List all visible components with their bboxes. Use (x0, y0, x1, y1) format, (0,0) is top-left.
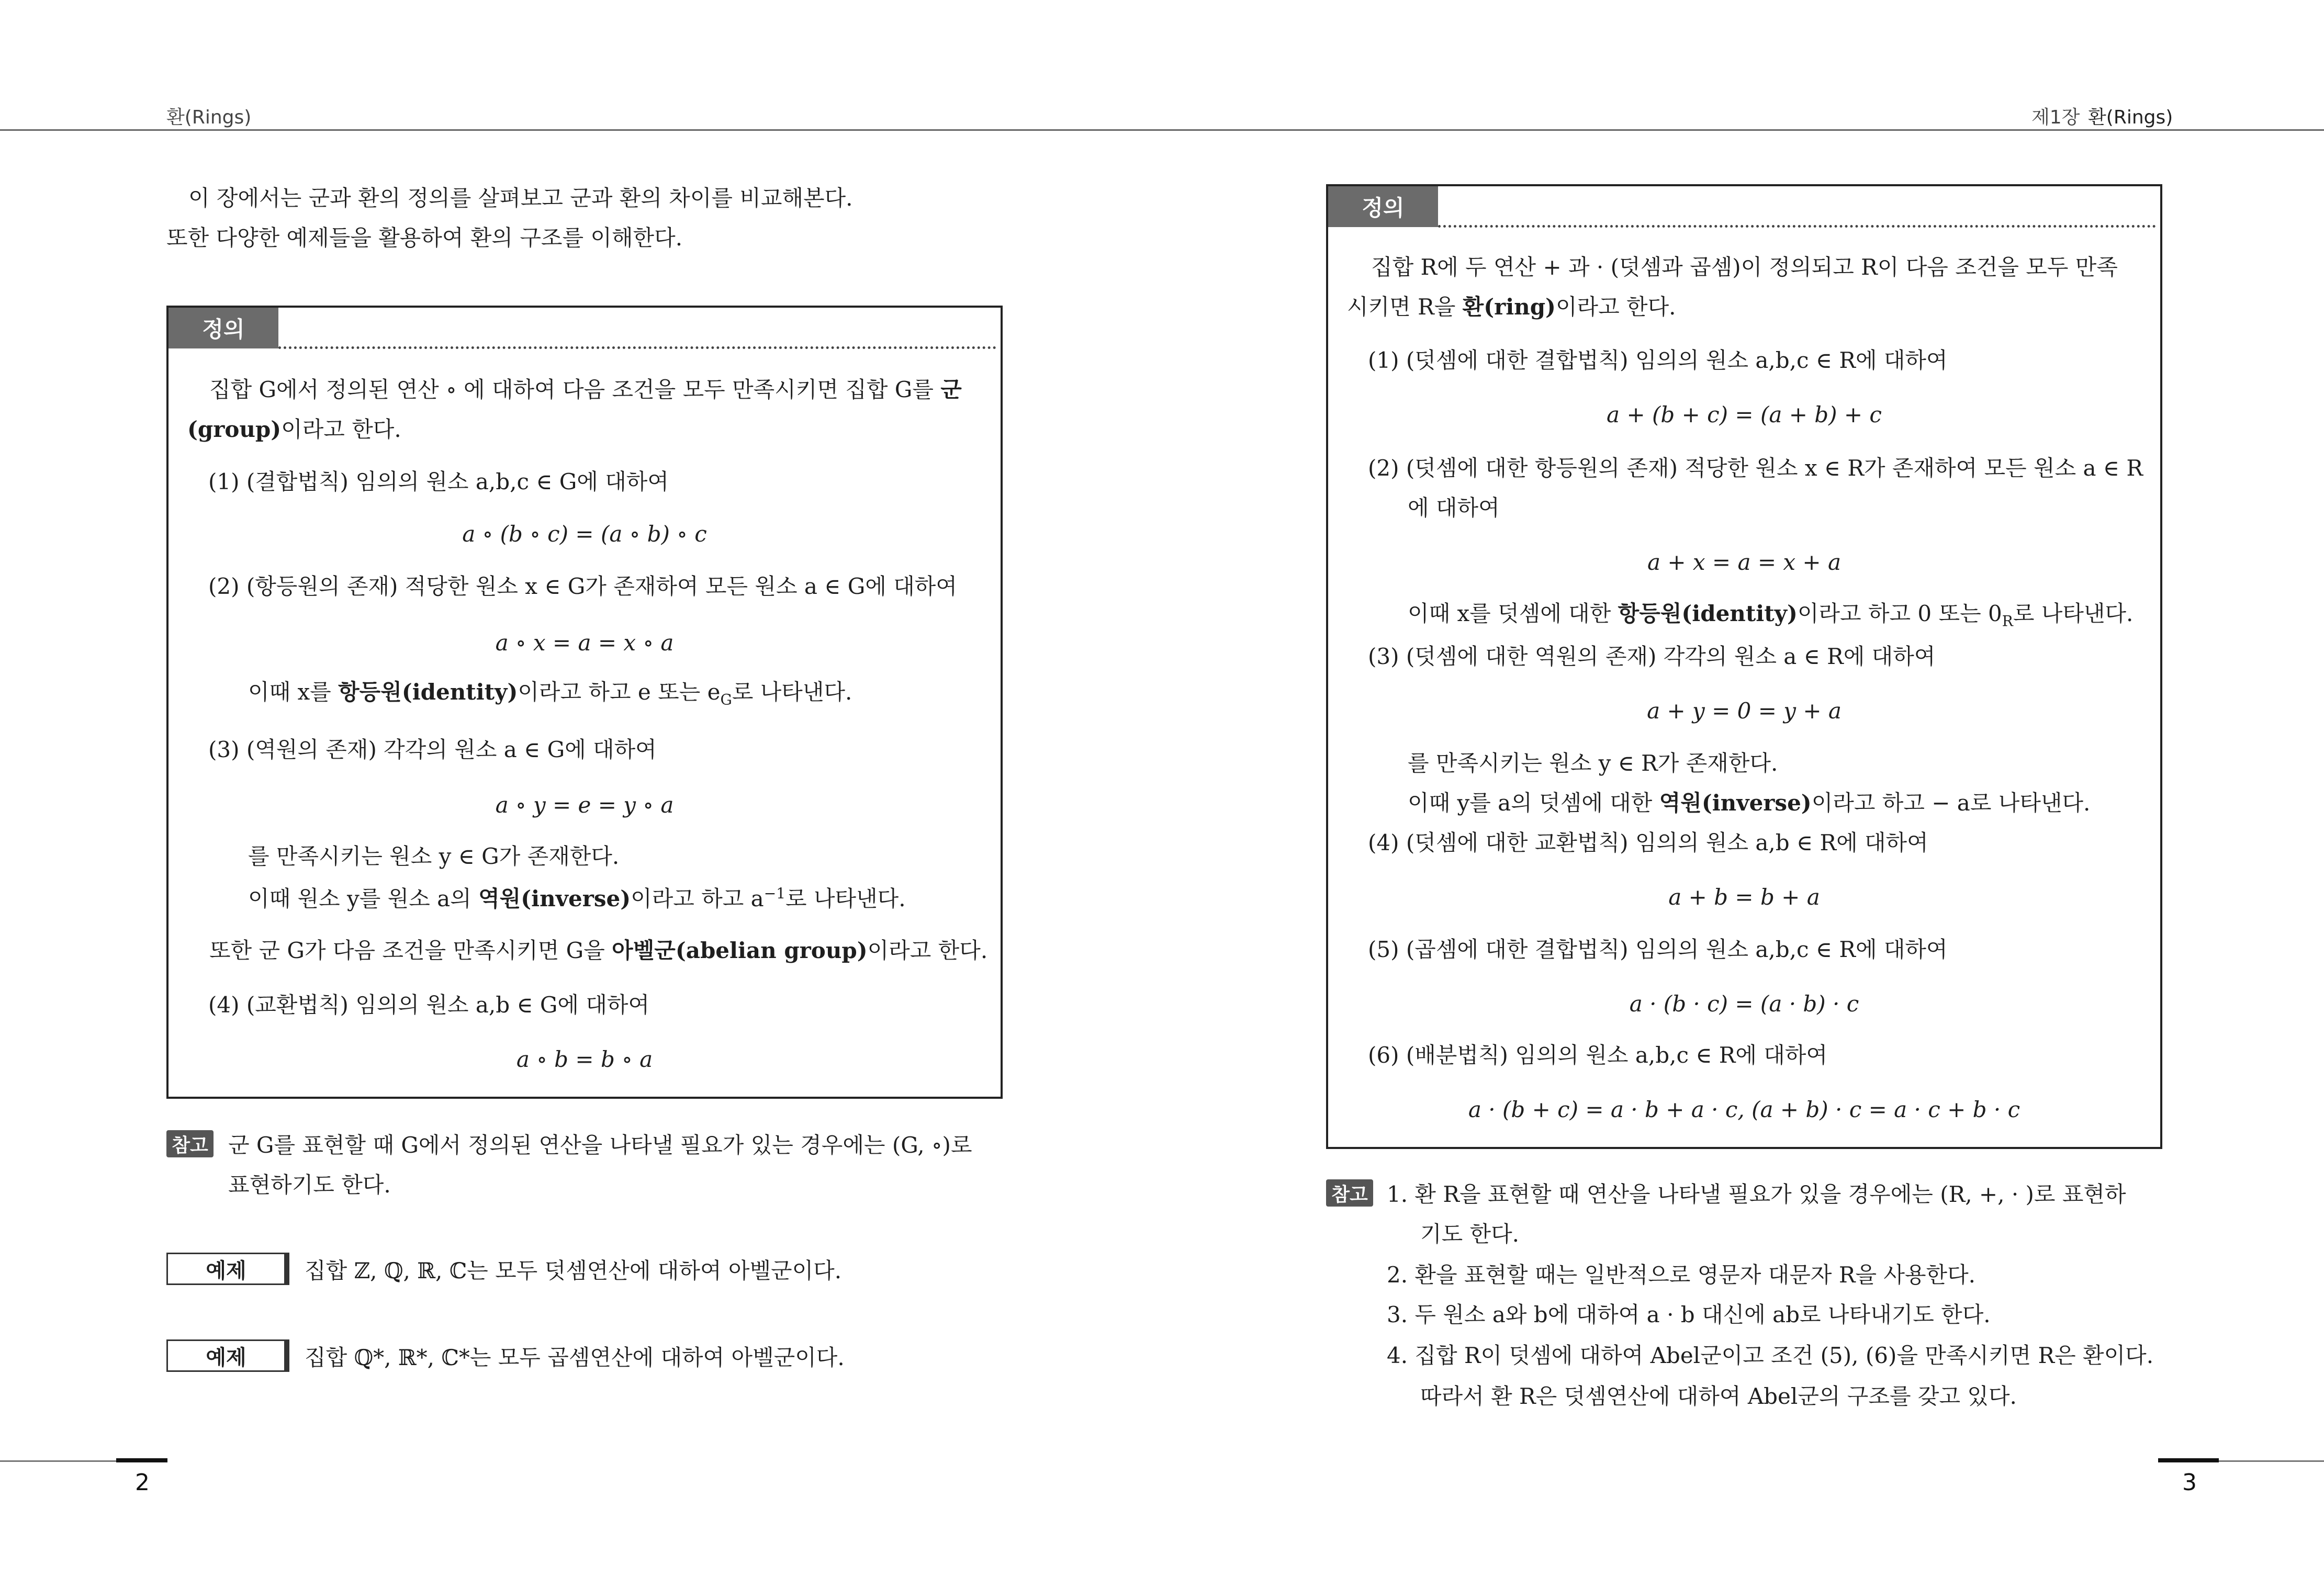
example-tag-2: 예제 (166, 1339, 289, 1372)
ring-inverse-existence: 를 만족시키는 원소 y ∈ R가 존재한다. (1408, 750, 1778, 776)
group-formula-1: a ∘ (b ∘ c) = (a ∘ b) ∘ c (462, 521, 707, 547)
group-def-line-1: 집합 G에서 정의된 연산 ∘ 에 대하여 다음 조건을 모두 만족시키면 집합 G를 군 (209, 377, 962, 402)
ring-def-line-1: 집합 R에 두 연산 + 과 · (덧셈과 곱셈)이 정의되고 R이 다음 조건을 모두 만족 (1371, 254, 2118, 280)
inverse-note: 이때 원소 y를 원소 a의 역원(inverse)이라고 하고 $a^{-1}$로 나타낸다. (248, 885, 906, 911)
ring-formula-3: a + y = 0 = y + a (1647, 698, 1842, 724)
ring-condition-4: (4) (덧셈에 대한 교환법칙) 임의의 원소 a,b ∈ R에 대하여 (1368, 830, 1928, 855)
example-tag-1: 예제 (166, 1253, 289, 1285)
footer-bar-right (2158, 1458, 2219, 1462)
reference-line-1: 군 G를 표현할 때 G에서 정의된 연산을 나타낼 필요가 있는 경우에는 (G, ∘)로 (228, 1132, 972, 1158)
ring-reference-1-cont: 기도 한다. (1420, 1221, 1519, 1247)
reference-tag: 참고 (1326, 1179, 1373, 1207)
group-condition-1: (1) (결합법칙) 임의의 원소 a,b,c ∈ G에 대하여 (208, 469, 669, 494)
group-formula-4: a ∘ b = b ∘ a (516, 1046, 653, 1072)
ring-condition-2-cont: 에 대하여 (1408, 495, 1500, 521)
definition-tag: 정의 (1328, 186, 1438, 227)
ring-reference-1: 1. 환 R을 표현할 때 연산을 나타낼 필요가 있을 경우에는 (R, +, · )로 표현하 (1387, 1181, 2126, 1207)
ring-reference-4: 4. 집합 R이 덧셈에 대하여 Abel군이고 조건 (5), (6)을 만족시키면 R은 환이다. (1387, 1343, 2154, 1368)
running-header-left: 환(Rings) (166, 107, 252, 128)
reference-line-2: 표현하기도 한다. (228, 1172, 391, 1198)
intro-line-1: 이 장에서는 군과 환의 정의를 살펴보고 군과 환의 차이를 비교해본다. (188, 185, 853, 211)
abelian-intro: 또한 군 G가 다음 조건을 만족시키면 G을 아벨군(abelian group)이라고 한다. (209, 938, 988, 963)
ring-formula-4: a + b = b + a (1668, 884, 1820, 910)
ring-condition-2: (2) (덧셈에 대한 항등원의 존재) 적당한 원소 x ∈ R가 존재하여 모든 원소 a ∈ R (1368, 455, 2143, 481)
ring-reference-4-cont: 따라서 환 R은 덧셈연산에 대하여 Abel군의 구조를 갖고 있다. (1420, 1383, 2017, 1409)
example-2-text: 집합 ℚ*, ℝ*, ℂ*는 모두 곱셈연산에 대하여 아벨군이다. (305, 1345, 845, 1370)
definition-divider (278, 346, 996, 349)
ring-condition-3: (3) (덧셈에 대한 역원의 존재) 각각의 원소 a ∈ R에 대하여 (1368, 644, 1936, 669)
ring-condition-6: (6) (배분법칙) 임의의 원소 a,b,c ∈ R에 대하여 (1368, 1042, 1828, 1068)
group-condition-4: (4) (교환법칙) 임의의 원소 a,b ∈ G에 대하여 (208, 992, 650, 1018)
ring-condition-5: (5) (곱셈에 대한 결합법칙) 임의의 원소 a,b,c ∈ R에 대하여 (1368, 937, 1948, 962)
footer-bar-left (116, 1458, 167, 1462)
ring-reference-3: 3. 두 원소 a와 b에 대하여 a · b 대신에 ab로 나타내기도 한다. (1387, 1302, 1991, 1327)
identity-note: 이때 x를 항등원(identity)이라고 하고 e 또는 $e_G$로 나타낸다. (248, 679, 852, 708)
ring-reference-2: 2. 환을 표현할 때는 일반적으로 영문자 대문자 R을 사용한다. (1387, 1262, 1976, 1288)
group-formula-3: a ∘ y = e = y ∘ a (495, 792, 674, 818)
ring-formula-1: a + (b + c) = (a + b) + c (1607, 402, 1882, 427)
group-formula-2: a ∘ x = a = x ∘ a (495, 630, 674, 656)
intro-line-2: 또한 다양한 예제들을 활용하여 환의 구조를 이해한다. (166, 225, 683, 251)
reference-tag: 참고 (166, 1130, 214, 1157)
ring-def-line-2: 시키면 R을 환(ring)이라고 한다. (1347, 294, 1676, 320)
group-def-line-2: (group)이라고 한다. (187, 416, 401, 442)
header-rule (0, 129, 2324, 131)
ring-condition-1: (1) (덧셈에 대한 결합법칙) 임의의 원소 a,b,c ∈ R에 대하여 (1368, 347, 1948, 373)
group-condition-3: (3) (역원의 존재) 각각의 원소 a ∈ G에 대하여 (208, 737, 657, 762)
running-header-chapter: 제1장 (2031, 107, 2080, 128)
ring-inverse-note: 이때 y를 a의 덧셈에 대한 역원(inverse)이라고 하고 − a로 나타낸다. (1408, 790, 2091, 816)
page-number-right: 3 (2182, 1469, 2197, 1496)
definition-divider (1438, 225, 2156, 228)
ring-identity-note: 이때 x를 덧셈에 대한 항등원(identity)이라고 하고 0 또는 $0_R$로 나타낸다. (1408, 601, 2134, 630)
ring-formula-6: a · (b + c) = a · b + a · c, (a + b) · c = a · c + b · c (1468, 1097, 2020, 1122)
group-condition-2: (2) (항등원의 존재) 적당한 원소 x ∈ G가 존재하여 모든 원소 a ∈ G에 대하여 (208, 573, 957, 599)
example-1-text: 집합 ℤ, ℚ, ℝ, ℂ는 모두 덧셈연산에 대하여 아벨군이다. (305, 1258, 842, 1283)
ring-formula-2: a + x = a = x + a (1647, 549, 1842, 575)
running-header-right: 환(Rings) (2088, 107, 2173, 128)
inverse-existence-note: 를 만족시키는 원소 y ∈ G가 존재한다. (248, 843, 620, 869)
page-number-left: 2 (135, 1469, 150, 1496)
definition-tag: 정의 (169, 308, 278, 348)
ring-formula-5: a · (b · c) = (a · b) · c (1629, 991, 1859, 1017)
